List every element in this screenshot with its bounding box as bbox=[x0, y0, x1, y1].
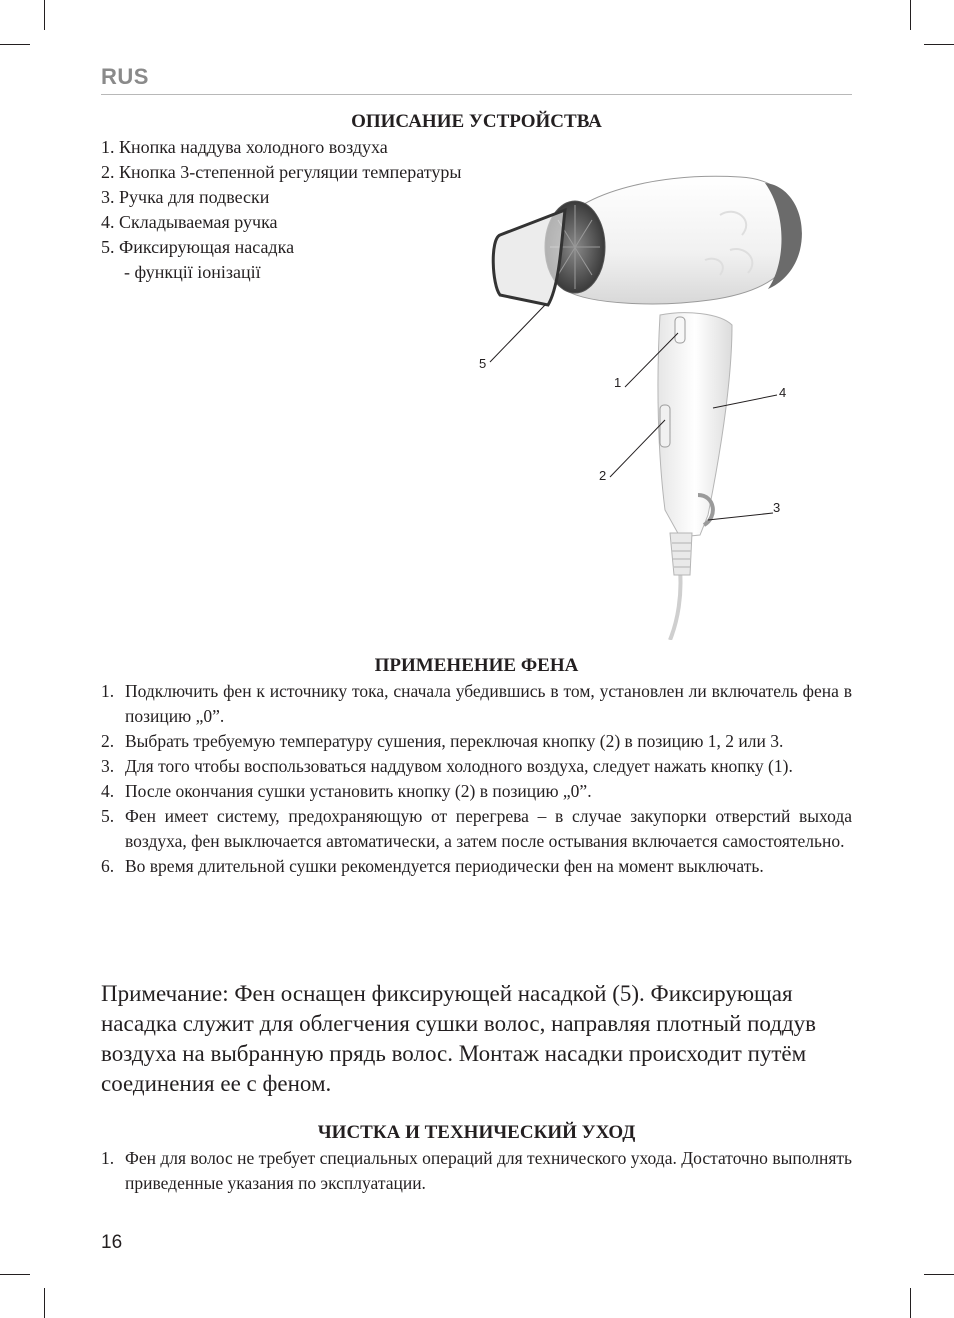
usage-steps bbox=[101, 679, 852, 879]
temperature-switch bbox=[660, 405, 670, 447]
cleaning-heading: ЧИСТКА И ТЕХНИЧЕСКИЙ УХОД bbox=[317, 1122, 636, 1143]
step-number: 3. bbox=[101, 756, 115, 776]
crop-mark bbox=[0, 44, 30, 45]
callout-5: 5 bbox=[479, 356, 487, 371]
description-list bbox=[101, 135, 461, 285]
step-number: 2. bbox=[101, 731, 115, 751]
list-item: 5. Фиксирующая насадка bbox=[101, 237, 295, 257]
description-heading: ОПИСАНИЕ УСТРОЙСТВА bbox=[351, 111, 602, 132]
list-item bbox=[101, 854, 852, 879]
header-rule bbox=[101, 94, 852, 95]
step-number: 5. bbox=[101, 806, 115, 826]
language-label: RUS bbox=[101, 64, 149, 89]
step-number: 1. bbox=[101, 681, 115, 701]
list-item bbox=[101, 754, 852, 779]
list-item bbox=[101, 679, 852, 729]
list-item bbox=[101, 779, 852, 804]
list-item bbox=[101, 1146, 852, 1196]
step-text: После окончания сушки установить кнопку (2) в позицию „0”. bbox=[125, 781, 592, 801]
cleaning-steps bbox=[101, 1146, 852, 1196]
list-item: - функції іонізації bbox=[124, 262, 261, 282]
list-item bbox=[101, 729, 852, 754]
strain-relief bbox=[670, 533, 692, 575]
cool-shot-button bbox=[675, 317, 685, 343]
note-paragraph: Примечание: Фен оснащен фиксирующей насадкой (5). Фиксирующая насадка служит для облегчения сушки волос, направляя плотный поддув воздуха на выбранную прядь волос. Монтаж насадки происходит путём соединения ее с феном. bbox=[101, 981, 817, 1096]
list-item: 4. Складываемая ручка bbox=[101, 212, 278, 232]
list-item: 2. Кнопка 3-степенной регуляции температуры bbox=[101, 162, 462, 182]
crop-mark bbox=[924, 1274, 954, 1275]
step-text: Фен имеет систему, предохраняющую от перегрева – в случае закупорки отверстий выхода воздуха, фен выключается автоматически, а затем после остывания включается самостоятельно. bbox=[125, 806, 852, 851]
step-text: Фен для волос не требует специальных операций для технического ухода. Достаточно выполнять приведенные указания по эксплуатации. bbox=[125, 1148, 852, 1193]
crop-mark bbox=[44, 0, 45, 30]
callout-4: 4 bbox=[779, 385, 787, 400]
list-item bbox=[101, 804, 852, 854]
list-item: 3. Ручка для подвески bbox=[101, 187, 270, 207]
callout-1: 1 bbox=[614, 375, 622, 390]
crop-mark bbox=[910, 0, 911, 30]
concentrator-nozzle bbox=[493, 210, 565, 305]
step-text: Подключить фен к источнику тока, сначала убедившись в том, установлен ли включатель фена в позицию „0”. bbox=[125, 681, 852, 726]
hair-dryer-illustration bbox=[470, 165, 850, 640]
step-number: 6. bbox=[101, 856, 115, 876]
crop-mark bbox=[0, 1274, 30, 1275]
callout-2: 2 bbox=[599, 468, 607, 483]
step-text: Во время длительной сушки рекомендуется периодически фен на момент выключать. bbox=[125, 856, 764, 876]
step-text: Для того чтобы воспользоваться наддувом холодного воздуха, следует нажать кнопку (1). bbox=[125, 756, 793, 776]
usage-heading: ПРИМЕНЕНИЕ ФЕНА bbox=[374, 655, 579, 676]
step-number: 1. bbox=[101, 1148, 115, 1168]
crop-mark bbox=[44, 1288, 45, 1318]
callout-3: 3 bbox=[773, 500, 781, 515]
cord bbox=[670, 570, 681, 640]
step-text: Выбрать требуемую температуру сушения, переключая кнопку (2) в позицию 1, 2 или 3. bbox=[125, 731, 784, 751]
crop-mark bbox=[910, 1288, 911, 1318]
step-number: 4. bbox=[101, 781, 115, 801]
crop-mark bbox=[924, 44, 954, 45]
list-item: 1. Кнопка наддува холодного воздуха bbox=[101, 137, 388, 157]
page-number: 16 bbox=[101, 1232, 123, 1253]
